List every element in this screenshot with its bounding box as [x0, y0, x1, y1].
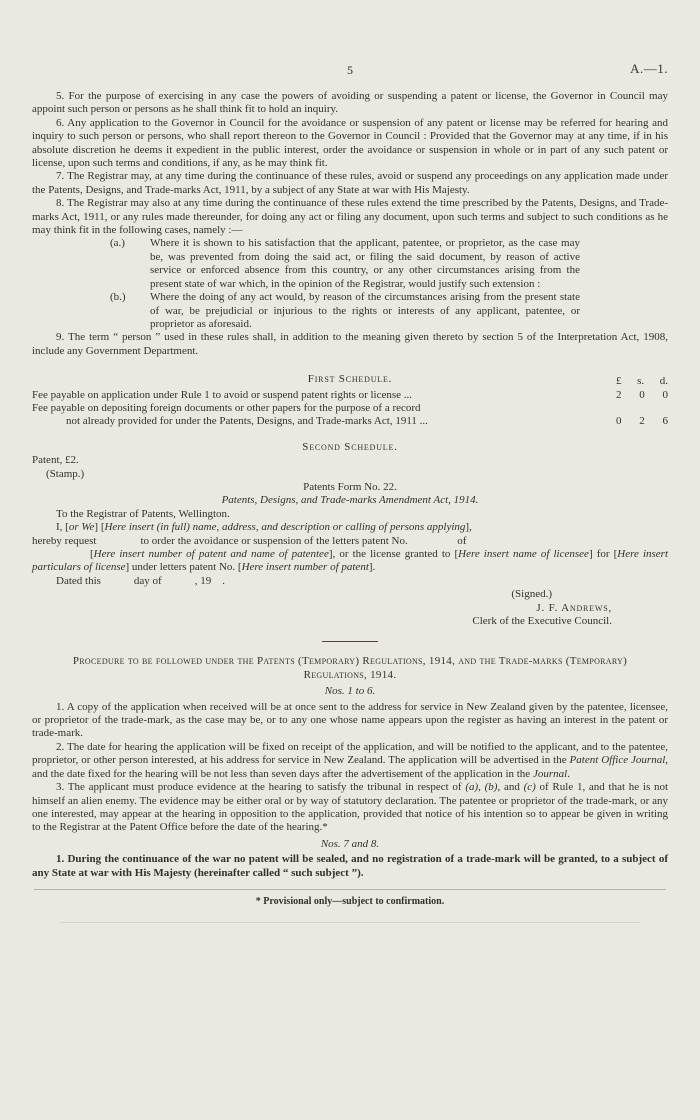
- procedure-subheading-1: Nos. 1 to 6.: [324, 685, 376, 698]
- fee-row-2-amount: [616, 415, 668, 428]
- currency-pence: d.: [659, 375, 668, 388]
- procedure-heading: Procedure to be followed under the Patents (Temporary) Regulations, 1914, and the Trade-marks (Temporary) Regulations, 1914.: [72, 655, 628, 681]
- signature-block: [32, 588, 668, 628]
- fee-row-2-pence: 6: [662, 415, 668, 428]
- rule-paragraph-7: 7. The Registrar may, at any time during the continuance of these rules, avoid or suspend any proceedings on any application made under the Patents, Designs, and Trade-marks Act, 1911, by a subject of any State at war with His Majesty.: [32, 170, 668, 196]
- form-request-line-1: I, [or We] [Here insert (in full) name, address, and description or calling of persons applying],: [56, 521, 472, 534]
- footnote-rule-2: [60, 922, 640, 923]
- first-schedule-title: First Schedule.: [307, 373, 393, 386]
- fee-row-2-line2: not already provided for under the Patents, Designs, and Trade-marks Act, 1911 ...: [66, 415, 428, 428]
- footnote: * Provisional only—subject to confirmation.: [255, 895, 445, 907]
- patents-form-number: Patents Form No. 22.: [303, 480, 397, 493]
- rule-paragraph-8: 8. The Registrar may also at any time during the continuance of these rules extend the time prescribed by the Patents, Designs, and Trade-marks Act, 1911, or any rules made thereunder, for doing any act or filing any document, upon such terms and subject to such conditions as he may think fit in the following cases, namely :—: [32, 197, 668, 237]
- rule-item-b-label: (b.): [110, 291, 126, 304]
- rule-paragraph-6: 6. Any application to the Governor in Council for the avoidance or suspension of any patent or license may be referred for hearing and inquiry to such person or persons, who shall report thereon to the Governor in Council : Provided that the Governor may at any time, if in his absolute discretion he deems it expedient in the public interest, order the avoidance or suspension in whole or in part of any such patent or license, upon such terms and conditions, if any, as he may think fit.: [32, 116, 668, 170]
- fee-row-1-shillings: 0: [639, 388, 645, 401]
- rule-item-b: [32, 291, 668, 331]
- section-divider: [322, 641, 378, 642]
- signature-title: Clerk of the Executive Council.: [472, 615, 612, 628]
- fee-row-2-pounds: 0: [616, 415, 622, 428]
- stamp-note-line1: Patent, £2.: [32, 454, 79, 467]
- page-number: 5: [347, 63, 353, 77]
- rule-paragraph-5: 5. For the purpose of exercising in any case the powers of avoiding or suspending a patent or license, the Governor in Council may appoint such person or persons as he shall think fit to hold an inquiry.: [32, 90, 668, 116]
- fee-row-1: [32, 389, 668, 402]
- currency-header: [616, 375, 668, 388]
- fee-row-2: [32, 402, 668, 429]
- currency-shillings: s.: [637, 375, 645, 388]
- page-header: [32, 61, 668, 80]
- rule-item-b-text: Where the doing of any act would, by reason of the circumstances arising from the present state of war, be prejudicial or injurious to the rights or interests of any applicant, patentee, or proprietor as aforesaid.: [150, 291, 580, 330]
- fee-row-1-text: Fee payable on application under Rule 1 to avoid or suspend patent rights or license ...: [32, 388, 413, 401]
- rule-item-a-label: (a.): [110, 237, 125, 250]
- procedure-paragraph-1: 1. A copy of the application when received will be at once sent to the address for service in New Zealand given by the patentee, licensee, or proprietor of the trade-mark, as the case may be, or to any one whose name appears upon the register as having an interest in the patent or trade-mark.: [32, 700, 668, 740]
- form-request-line-2: hereby request to order the avoidance or suspension of the letters patent No. of: [32, 534, 467, 547]
- procedure-paragraph-3: 3. The applicant must produce evidence at the hearing to satisfy the tribunal in respect of (a), (b), and (c) of Rule 1, and that he is not himself an alien enemy. The evidence may be either oral or by way of statutory declaration. The patentee or proprietor of the trade-mark, or any one interested, may appear at the hearing in opposition to the application, provided that notice of his intention so to appear be given in writing to the Registrar at the Patent Office before the date of the hearing.*: [32, 781, 669, 834]
- fee-row-1-pounds: 2: [616, 388, 622, 401]
- signed-label: (Signed.): [511, 588, 552, 601]
- act-title: Patents, Designs, and Trade-marks Amendment Act, 1914.: [221, 494, 479, 507]
- signature-name: J. F. Andrews,: [536, 601, 612, 614]
- form-dated-line: Dated this day of , 19 .: [56, 574, 225, 587]
- fee-row-2-text: [32, 402, 616, 429]
- fee-row-2-shillings: 2: [639, 415, 645, 428]
- second-schedule-title: Second Schedule.: [302, 440, 398, 453]
- footnote-rule: [34, 889, 666, 890]
- form-addressee: To the Registrar of Patents, Wellington.: [56, 507, 230, 520]
- fee-row-1-pence: 0: [662, 388, 668, 401]
- fee-row-2-line1: Fee payable on depositing foreign documents or other papers for the purpose of a record: [32, 401, 421, 414]
- paper-reference: A.—1.: [630, 61, 668, 76]
- currency-pounds: £: [616, 375, 622, 388]
- rule-item-a-text: Where it is shown to his satisfaction that the applicant, patentee, or proprietor, as the case may be, was prevented from doing the said act, or filing the said document, by reason of active service or enforced absence from this country, or any other circumstances arising from the present state of war which, in the opinion of the Registrar, would justify such extension :: [150, 237, 580, 290]
- first-schedule-header: [32, 373, 668, 386]
- procedure-paragraph-2: 2. The date for hearing the application will be fixed on receipt of the application, and will be notified to the applicant, and to the patentee, proprietor, or other person interested, at his address for service in New Zealand. The application will be advertised in the Patent Office Journal, and the date fixed for the hearing will be not less than seven days after the advertisement of the application in the Journal.: [32, 740, 669, 780]
- rule-item-a: [32, 237, 668, 291]
- wartime-paragraph: 1. During the continuance of the war no patent will be sealed, and no registration of a trade-mark will be granted, to a subject of any State at war with His Majesty (hereinafter called “ such subject ”).: [32, 853, 668, 879]
- stamp-note: [32, 454, 668, 481]
- document-content: [32, 61, 669, 923]
- stamp-note-line2: (Stamp.): [46, 467, 85, 480]
- fee-row-1-amount: [616, 389, 668, 402]
- rule-paragraph-9: 9. The term “ person ” used in these rules shall, in addition to the meaning given thereto by section 5 of the Interpretation Act, 1908, include any Government Department.: [32, 331, 668, 357]
- procedure-subheading-2: Nos. 7 and 8.: [320, 837, 380, 850]
- form-insert-paragraph: [Here insert number of patent and name of patentee], or the license granted to [Here insert name of licensee] for [Here insert particulars of license] under letters patent No. [Here insert number of patent].: [32, 548, 669, 574]
